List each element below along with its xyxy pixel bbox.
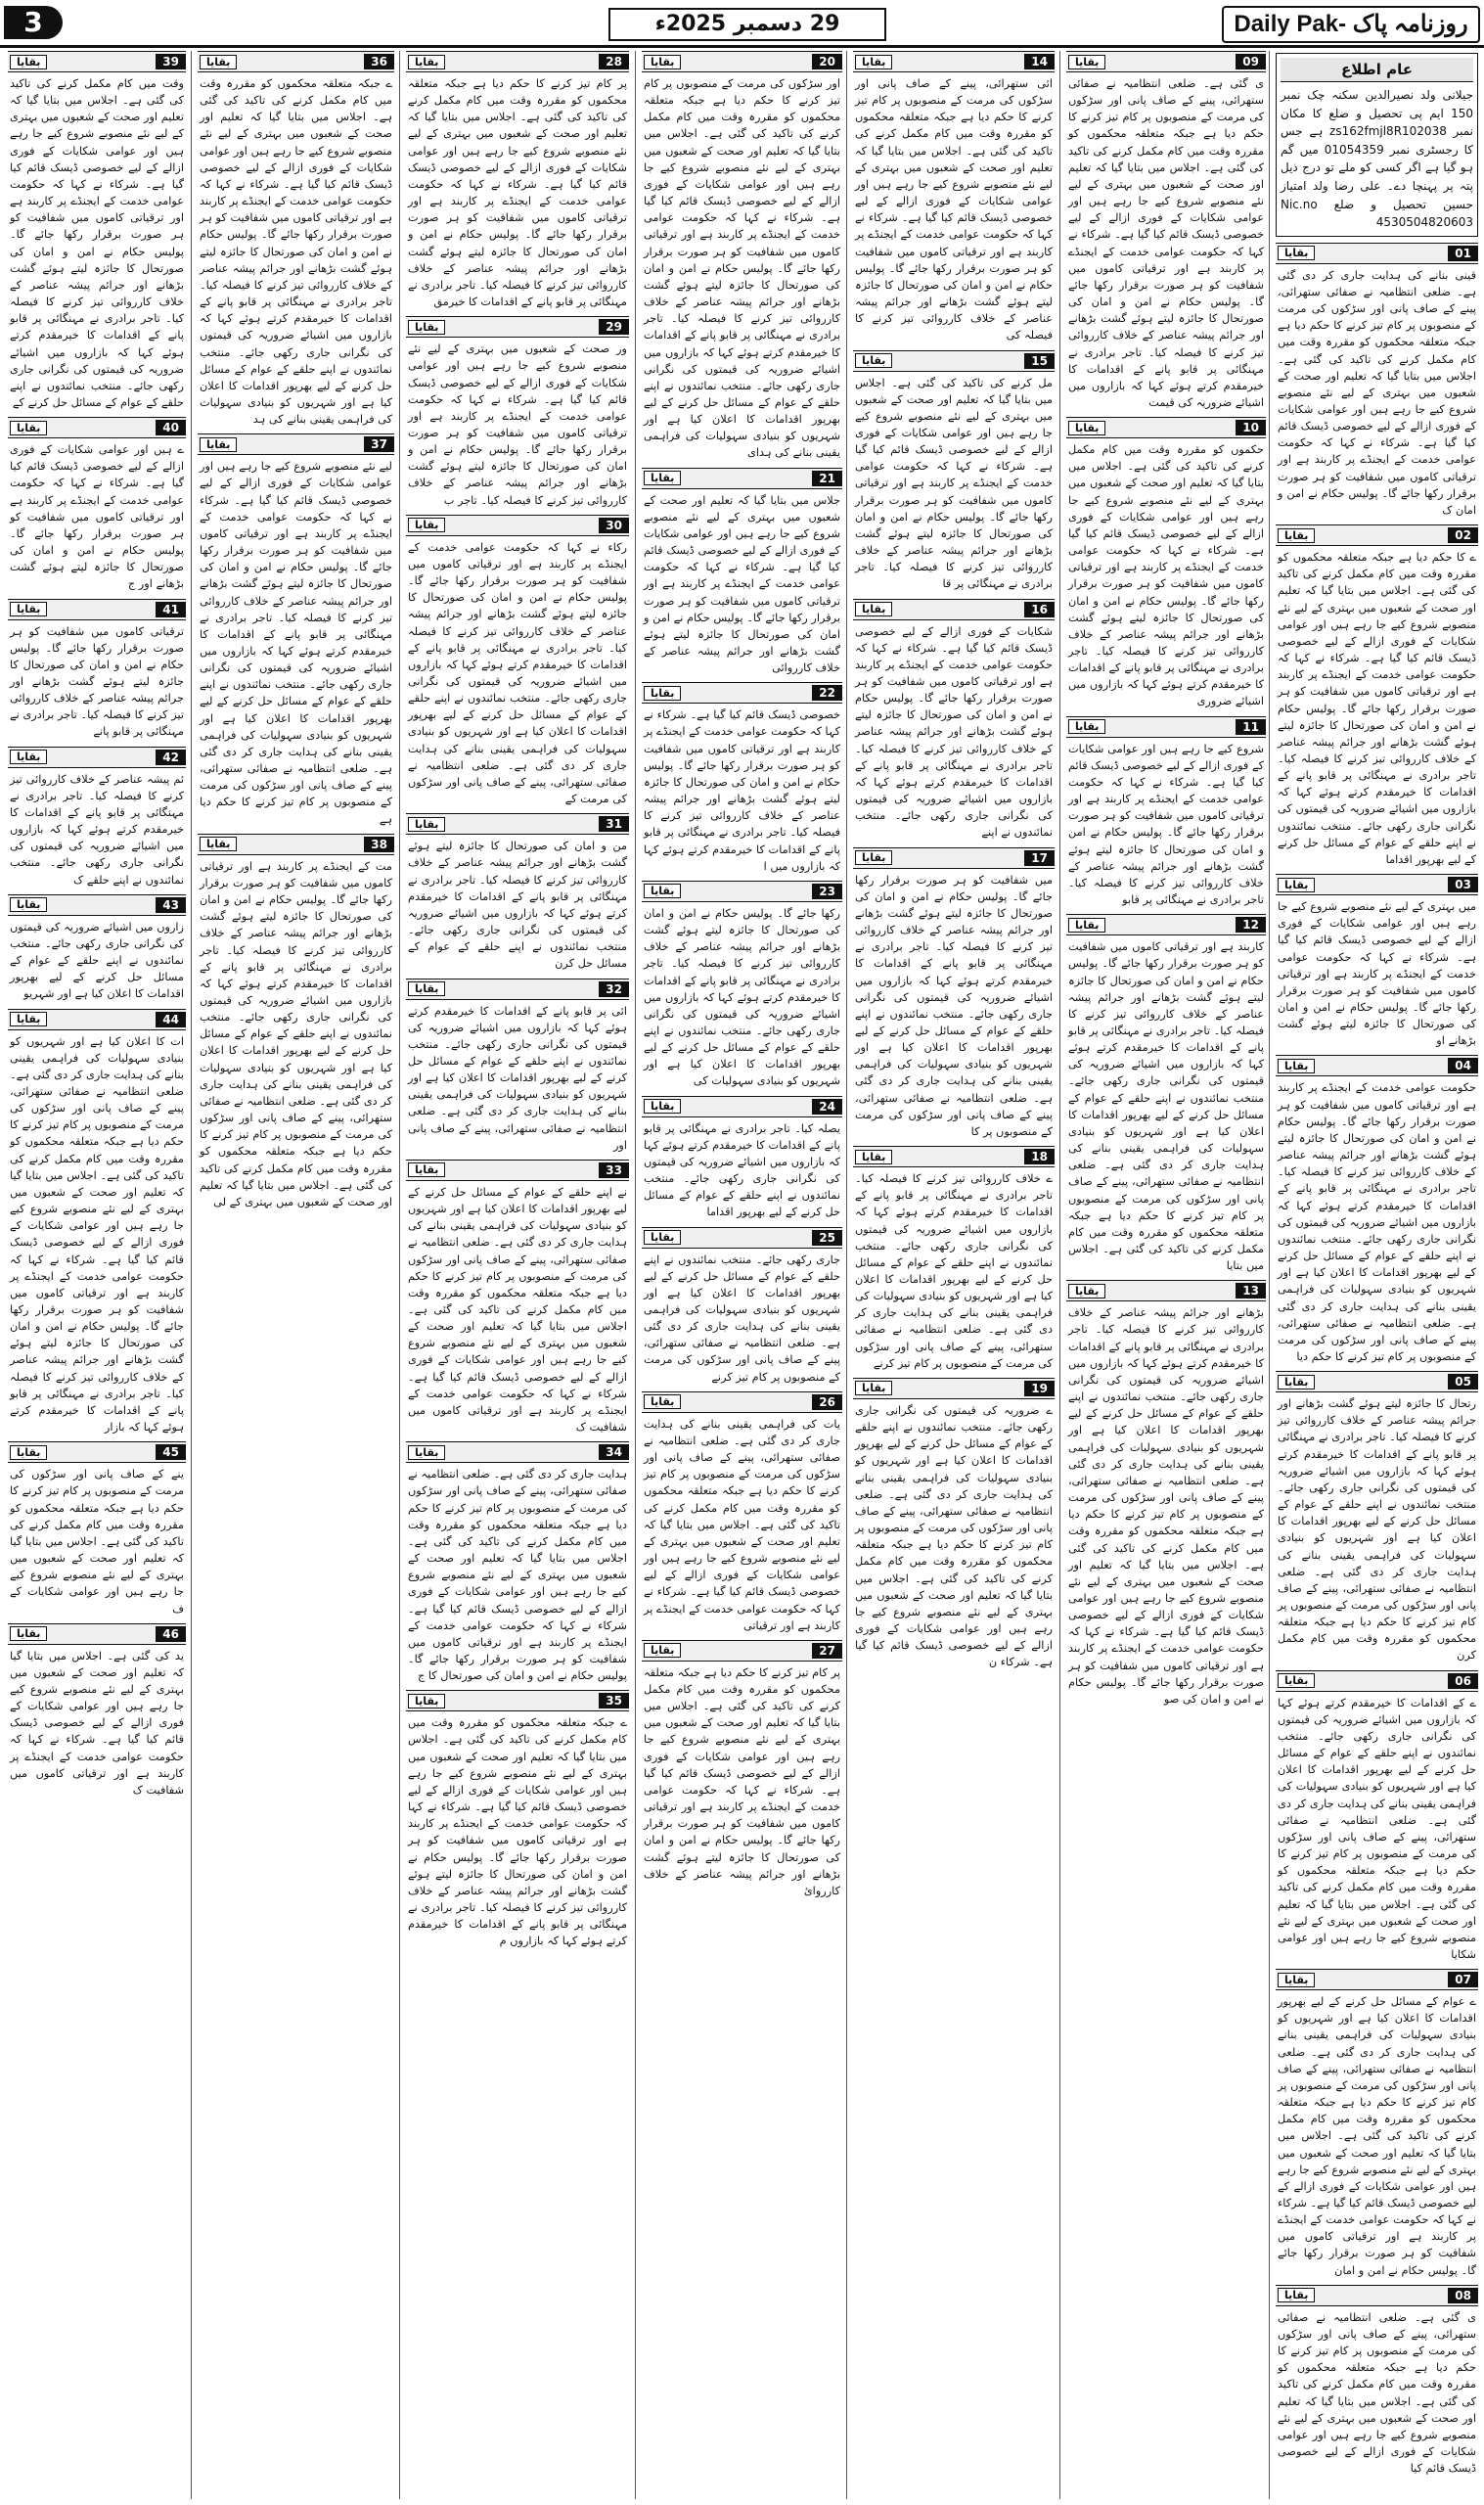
classified-ad	[853, 51, 1055, 346]
ad-body: جلاس میں بتایا گیا کہ تعلیم اور صحت کے شعبوں میں بہتری کے لیے نئے منصوبے شروع کیے جا رہے ہیں اور عوامی شکایات کے فوری ازالے کے لیے خصوصی ڈیسک قائم کیا گیا ہے۔ شرکاء نے کہا کہ حکومت عوامی خدمت کے ایجنڈے پر کاربند ہے اور ترقیاتی کاموں میں شفافیت کو ہر صورت برقرار رکھا جائے گا۔ پولیس حکام نے امن و امان کی صورتحال کا جائزہ لیتے ہوئے گشت بڑھانے اور جرائم پیشہ عناصر کے خلاف کارروائی	[644, 493, 840, 675]
ad-body: ائی ستھرائی، پینے کے صاف پانی اور سڑکوں کی مرمت کے منصوبوں پر کام تیز کرنے کا حکم دیا ہے جبکہ متعلقہ محکموں کو مقررہ وقت میں کام مکمل کرنے کی تاکید کی گئی ہے۔ اجلاس میں بتایا گیا کہ تعلیم اور صحت کے شعبوں میں بہتری کے لیے نئے منصوبے شروع کیے جا رہے ہیں اور عوامی شکایات کے فوری ازالے کے لیے خصوصی ڈیسک قائم کیا گیا ہے۔ شرکاء نے کہا کہ حکومت عوامی خدمت کے ایجنڈے پر کاربند ہے اور ترقیاتی کاموں میں شفافیت کو ہر صورت برقرار رکھا جائے گا۔ پولیس حکام نے امن و امان کی صورتحال کا جائزہ لیتے ہوئے گشت بڑھانے اور جرائم پیشہ عناصر کے خلاف کارروائی تیز کرنے کا فیصلہ کی	[855, 77, 1053, 342]
ad-body: یصلہ کیا۔ تاجر برادری نے مہنگائی پر قابو پانے کے اقدامات کا خیرمقدم کرتے ہوئے کہا کہ بازاروں میں اشیائے ضروریہ کی قیمتوں کی نگرانی جاری رکھی جائے۔ منتخب نمائندوں نے اپنے حلقے کے عوام کے مسائل حل کرنے کے لیے بھرپور اقداما	[644, 1121, 840, 1219]
classified-ad	[8, 894, 186, 1005]
ad-header	[1276, 1670, 1478, 1692]
classified-ad	[853, 350, 1055, 595]
ad-header	[853, 1378, 1055, 1399]
ad-header	[1066, 1280, 1266, 1301]
ad-header	[8, 1009, 186, 1030]
classified-ad	[642, 881, 842, 1092]
ad-body: ے ضروریہ کی قیمتوں کی نگرانی جاری رکھی جائے۔ منتخب نمائندوں نے اپنے حلقے کے عوام کے مسائل حل کرنے کے لیے بھرپور اقدامات کا اعلان کیا ہے اور شہریوں کو بنیادی سہولیات کی فراہمی یقینی بنانے کی ہدایت جاری کر دی گئی ہے۔ ضلعی انتظامیہ نے صفائی ستھرائی، پینے کے صاف پانی اور سڑکوں کی مرمت کے منصوبوں پر کام تیز کرنے کا حکم دیا ہے جبکہ متعلقہ محکموں کو مقررہ وقت میں کام مکمل کرنے کی تاکید کی گئی ہے۔ اجلاس میں بتایا گیا کہ تعلیم اور صحت کے شعبوں میں بہتری کے لیے نئے منصوبے شروع کیے جا رہے ہیں اور عوامی شکایات کے فوری ازالے کے لیے خصوصی ڈیسک قائم کیا گیا ہے۔ شرکاء ن	[855, 1403, 1053, 1669]
ad-header	[406, 51, 629, 72]
ad-body: ئم پیشہ عناصر کے خلاف کارروائی تیز کرنے کا فیصلہ کیا۔ تاجر برادری نے مہنگائی پر قابو پانے کے اقدامات کا خیرمقدم کرتے ہوئے کہا کہ بازاروں میں اشیائے ضروریہ کی قیمتوں کی نگرانی جاری رکھی جائے۔ منتخب نمائندوں نے اپنے حلقے ک	[10, 772, 184, 887]
ad-tag-label: بقایا	[10, 897, 47, 912]
ad-header	[8, 599, 186, 620]
ad-header	[642, 1391, 842, 1413]
classified-ad	[1276, 1969, 1478, 2281]
ad-body: ے کا حکم دیا ہے جبکہ متعلقہ محکموں کو مقررہ وقت میں کام مکمل کرنے کی تاکید کی گئی ہے۔ اجلاس میں بتایا گیا کہ تعلیم اور صحت کے شعبوں میں بہتری کے لیے نئے منصوبے شروع کیے جا رہے ہیں اور عوامی شکایات کے فوری ازالے کے لیے خصوصی ڈیسک قائم کیا گیا ہے۔ شرکاء نے کہا کہ حکومت عوامی خدمت کے ایجنڈے پر کاربند ہے اور ترقیاتی کاموں میں شفافیت کو ہر صورت برقرار رکھا جائے گا۔ پولیس حکام نے امن و امان کی صورتحال کا جائزہ لیتے ہوئے گشت بڑھانے اور جرائم پیشہ عناصر کے خلاف کارروائی تیز کرنے کا فیصلہ کیا۔ تاجر برادری نے مہنگائی پر قابو پانے کے اقدامات کا خیرمقدم کرتے ہوئے کہا کہ بازاروں میں اشیائے ضروریہ کی قیمتوں کی نگرانی جاری رکھی جائے۔ منتخب نمائندوں نے اپنے حلقے کے عوام کے مسائل حل کرنے کے لیے بھرپور اقداما	[1278, 551, 1476, 866]
ad-tag-label: بقایا	[408, 817, 445, 832]
public-notice-body: جیلانی ولد نصیرالدین سکنہ چک نمبر 150 ایم پی تحصیل و ضلع کا مکان نمبر zs162fmjl8R102038 ہے جس کا رجسٹری نمبر 01054359 میں گم ہو گیا ہے اگر کسی کو ملے تو درج ذیل پتہ پر پہنچا دے۔ علی رضا ولد امتیاز حسین تحصیل و ضلع Nic.no 4530504820603	[1281, 88, 1473, 230]
classified-ad	[642, 468, 842, 679]
column-3	[851, 51, 1057, 2499]
ad-body: ی گئی ہے۔ ضلعی انتظامیہ نے صفائی ستھرائی، پینے کے صاف پانی اور سڑکوں کی مرمت کے منصوبوں پر کام تیز کرنے کا حکم دیا ہے جبکہ متعلقہ محکموں کو مقررہ وقت میں کام مکمل کرنے کی تاکید کی گئی ہے۔ اجلاس میں بتایا گیا کہ تعلیم اور صحت کے شعبوں میں بہتری کے لیے نئے منصوبے شروع کیے جا رہے ہیں اور عوامی شکایات کے فوری ازالے کے لیے خصوصی ڈیسک قائم کیا	[1278, 2310, 1476, 2476]
ads-list	[640, 51, 844, 1901]
ad-number: 20	[812, 54, 842, 69]
ad-body: حکموں کو مقررہ وقت میں کام مکمل کرنے کی تاکید کی گئی ہے۔ اجلاس میں بتایا گیا کہ تعلیم اور صحت کے شعبوں میں بہتری کے لیے نئے منصوبے شروع کیے جا رہے ہیں اور عوامی شکایات کے فوری ازالے کے لیے خصوصی ڈیسک قائم کیا گیا ہے۔ شرکاء نے کہا کہ حکومت عوامی خدمت کے ایجنڈے پر کاربند ہے اور ترقیاتی کاموں میں شفافیت کو ہر صورت برقرار رکھا جائے گا۔ پولیس حکام نے امن و امان کی صورتحال کا جائزہ لیتے ہوئے گشت بڑھانے اور جرائم پیشہ عناصر کے خلاف کارروائی تیز کرنے کا فیصلہ کیا۔ تاجر برادری نے مہنگائی پر قابو پانے کے اقدامات کا خیرمقدم کرتے ہوئے کہا کہ بازاروں میں اشیائے ضروری	[1068, 443, 1264, 708]
ad-header	[853, 350, 1055, 372]
ad-header	[853, 1146, 1055, 1167]
ad-header	[1276, 1055, 1478, 1076]
ad-tag-label: بقایا	[855, 850, 892, 865]
column-2	[1064, 51, 1268, 2499]
ad-tag-label: بقایا	[644, 1099, 681, 1114]
ad-number: 28	[599, 54, 629, 69]
column-divider	[1059, 51, 1060, 2499]
ad-body: ے کے اقدامات کا خیرمقدم کرتے ہوئے کہا کہ بازاروں میں اشیائے ضروریہ کی قیمتوں کی نگرانی جاری رکھی جائے۔ منتخب نمائندوں نے اپنے حلقے کے عوام کے مسائل حل کرنے کے لیے بھرپور اقدامات کا اعلان کیا ہے اور شہریوں کو بنیادی سہولیات کی فراہمی یقینی بنانے کی ہدایت جاری کر دی گئی ہے۔ ضلعی انتظامیہ نے صفائی ستھرائی، پینے کے صاف پانی اور سڑکوں کی مرمت کے منصوبوں پر کام تیز کرنے کا حکم دیا ہے جبکہ متعلقہ محکموں کو مقررہ وقت میں کام مکمل کرنے کی تاکید کی گئی ہے۔ اجلاس میں بتایا گیا کہ تعلیم اور صحت کے شعبوں میں بہتری کے لیے نئے منصوبے شروع کیے جا رہے ہیں اور عوامی شکایا	[1278, 1696, 1476, 1961]
ad-body: وقت میں کام مکمل کرنے کی تاکید کی گئی ہے۔ اجلاس میں بتایا گیا کہ تعلیم اور صحت کے شعبوں میں بہتری کے لیے نئے منصوبے شروع کیے جا رہے ہیں اور عوامی شکایات کے فوری ازالے کے لیے خصوصی ڈیسک قائم کیا گیا ہے۔ شرکاء نے کہا کہ حکومت عوامی خدمت کے ایجنڈے پر کاربند ہے اور ترقیاتی کاموں میں شفافیت کو ہر صورت برقرار رکھا جائے گا۔ پولیس حکام نے امن و امان کی صورتحال کا جائزہ لیتے ہوئے گشت بڑھانے اور جرائم پیشہ عناصر کے خلاف کارروائی تیز کرنے کا فیصلہ کیا۔ تاجر برادری نے مہنگائی پر قابو پانے کے اقدامات کا خیرمقدم کرتے ہوئے کہا کہ بازاروں میں اشیائے ضروریہ کی قیمتوں کی نگرانی جاری رکھی جائے۔ منتخب نمائندوں نے اپنے حلقے کے عوام کے مسائل حل کرنے کے	[10, 77, 184, 409]
ad-number: 05	[1448, 1374, 1478, 1389]
classified-ad	[642, 1391, 842, 1636]
ad-body: ے جبکہ متعلقہ محکموں کو مقررہ وقت میں کام مکمل کرنے کی تاکید کی گئی ہے۔ اجلاس میں بتایا گیا کہ تعلیم اور صحت کے شعبوں میں بہتری کے لیے نئے منصوبے شروع کیے جا رہے ہیں اور عوامی شکایات کے فوری ازالے کے لیے خصوصی ڈیسک قائم کیا گیا ہے۔ شرکاء نے کہا کہ حکومت عوامی خدمت کے ایجنڈے پر کاربند ہے اور ترقیاتی کاموں میں شفافیت کو ہر صورت برقرار رکھا جائے گا۔ پولیس حکام نے امن و امان کی صورتحال کا جائزہ لیتے ہوئے گشت بڑھانے اور جرائم پیشہ عناصر کے خلاف کارروائی تیز کرنے کا فیصلہ کیا۔ تاجر برادری نے مہنگائی پر قابو پانے کے اقدامات کا خیرمقدم کرتے ہوئے کہا کہ بازاروں میں اشیائے ضروریہ کی قیمتوں کی نگرانی جاری رکھی جائے۔ منتخب نمائندوں نے اپنے حلقے کے عوام کے مسائل حل کرنے کے لیے بھرپور اقدامات کا اعلان کیا ہے اور شہریوں کو بنیادی سہولیات کی فراہمی یقینی بنانے کی ہد	[200, 77, 392, 427]
ad-tag-label: بقایا	[1278, 528, 1315, 543]
ad-number: 17	[1024, 850, 1055, 866]
classified-ad	[8, 1623, 186, 1800]
classified-ad	[1066, 1280, 1266, 1709]
ad-header	[642, 682, 842, 704]
ad-body: ینے کے صاف پانی اور سڑکوں کی مرمت کے منصوبوں پر کام تیز کرنے کا حکم دیا ہے جبکہ متعلقہ محکموں کو مقررہ وقت میں کام مکمل کرنے کی تاکید کی گئی ہے۔ اجلاس میں بتایا گیا کہ تعلیم اور صحت کے شعبوں میں بہتری کے لیے نئے منصوبے شروع کیے جا رہے ہیں اور عوامی شکایات کے ف	[10, 1468, 184, 1616]
classified-ad	[642, 1096, 842, 1223]
ad-number: 31	[599, 816, 629, 832]
ad-header	[1276, 2285, 1478, 2306]
ad-header	[406, 979, 629, 1000]
ad-tag-label: بقایا	[855, 1150, 892, 1164]
ad-tag-label: بقایا	[644, 471, 681, 485]
public-notice	[1276, 53, 1478, 237]
ad-body: میں بہتری کے لیے نئے منصوبے شروع کیے جا رہے ہیں اور عوامی شکایات کے فوری ازالے کے لیے خصوصی ڈیسک قائم کیا گیا ہے۔ شرکاء نے کہا کہ حکومت عوامی خدمت کے ایجنڈے پر کاربند ہے اور ترقیاتی کاموں میں شفافیت کو ہر صورت برقرار رکھا جائے گا۔ پولیس حکام نے امن و امان کی صورتحال کا جائزہ لیتے ہوئے گشت بڑھانے او	[1278, 900, 1476, 1048]
ad-body: زاروں میں اشیائے ضروریہ کی قیمتوں کی نگرانی جاری رکھی جائے۔ منتخب نمائندوں نے اپنے حلقے کے عوام کے مسائل حل کرنے کے لیے بھرپور اقدامات کا اعلان کیا ہے اور شہریو	[10, 920, 184, 1001]
ad-tag-label: بقایا	[10, 1012, 47, 1026]
classified-ad	[1276, 1670, 1478, 1966]
ad-tag-label: بقایا	[855, 55, 892, 69]
classified-ad	[1066, 417, 1266, 712]
ad-body: ترقیاتی کاموں میں شفافیت کو ہر صورت برقرار رکھا جائے گا۔ پولیس حکام نے امن و امان کی صورتحال کا جائزہ لیتے ہوئے گشت بڑھانے اور جرائم پیشہ عناصر کے خلاف کارروائی تیز کرنے کا فیصلہ کیا۔ تاجر برادری نے مہنگائی پر قابو پانے	[10, 624, 184, 739]
classified-ad	[406, 316, 629, 511]
ad-tag-label: بقایا	[200, 55, 237, 69]
ad-tag-label: بقایا	[10, 750, 47, 764]
ad-tag-label: بقایا	[644, 1394, 681, 1409]
masthead-latin: Daily Pak-	[1234, 11, 1347, 37]
column-4	[640, 51, 844, 2499]
classified-ad	[1066, 716, 1266, 911]
ad-tag-label: بقایا	[1278, 1059, 1315, 1073]
column-1	[1274, 51, 1480, 2499]
ad-number: 03	[1448, 877, 1478, 892]
classified-ad	[8, 417, 186, 594]
classified-ad	[1066, 914, 1266, 1276]
ad-header	[642, 1640, 842, 1662]
ad-header	[642, 468, 842, 489]
ad-tag-label: بقایا	[855, 1381, 892, 1395]
classified-ad	[1276, 2285, 1478, 2480]
ad-body: ے خلاف کارروائی تیز کرنے کا فیصلہ کیا۔ تاجر برادری نے مہنگائی پر قابو پانے کے اقدامات کا خیرمقدم کرتے ہوئے کہا کہ بازاروں میں اشیائے ضروریہ کی قیمتوں کی نگرانی جاری رکھی جائے۔ منتخب نمائندوں نے اپنے حلقے کے عوام کے مسائل حل کرنے کے لیے بھرپور اقدامات کا اعلان کیا ہے اور شہریوں کو بنیادی سہولیات کی فراہمی یقینی بنانے کی ہدایت جاری کر دی گئی ہے۔ ضلعی انتظامیہ نے صفائی ستھرائی، پینے کے صاف پانی اور سڑکوں کی مرمت کے منصوبوں پر کام تیز کرنے	[855, 1172, 1053, 1370]
ad-header	[198, 433, 394, 455]
classified-ad	[853, 1146, 1055, 1374]
ad-body: حکومت عوامی خدمت کے ایجنڈے پر کاربند ہے اور ترقیاتی کاموں میں شفافیت کو ہر صورت برقرار رکھا جائے گا۔ پولیس حکام نے امن و امان کی صورتحال کا جائزہ لیتے ہوئے گشت بڑھانے اور جرائم پیشہ عناصر کے خلاف کارروائی تیز کرنے کا فیصلہ کیا۔ تاجر برادری نے مہنگائی پر قابو پانے کے اقدامات کا خیرمقدم کرتے ہوئے کہا کہ بازاروں میں اشیائے ضروریہ کی قیمتوں کی نگرانی جاری رکھی جائے۔ منتخب نمائندوں نے اپنے حلقے کے عوام کے مسائل حل کرنے کے لیے بھرپور اقدامات کا اعلان کیا ہے اور شہریوں کو بنیادی سہولیات کی فراہمی یقینی بنانے کی ہدایت جاری کر دی گئی ہے۔ ضلعی انتظامیہ نے صفائی ستھرائی، پینے کے صاف پانی اور سڑکوں کی مرمت کے منصوبوں پر کام تیز کرنے کا حکم دیا	[1278, 1081, 1476, 1363]
ad-header	[406, 1160, 629, 1181]
ad-body: پر کام تیز کرنے کا حکم دیا ہے جبکہ متعلقہ محکموں کو مقررہ وقت میں کام مکمل کرنے کی تاکید کی گئی ہے۔ اجلاس میں بتایا گیا کہ تعلیم اور صحت کے شعبوں میں بہتری کے لیے نئے منصوبے شروع کیے جا رہے ہیں اور عوامی شکایات کے فوری ازالے کے لیے خصوصی ڈیسک قائم کیا گیا ہے۔ شرکاء نے کہا کہ حکومت عوامی خدمت کے ایجنڈے پر کاربند ہے اور ترقیاتی کاموں میں شفافیت کو ہر صورت برقرار رکھا جائے گا۔ پولیس حکام نے امن و امان کی صورتحال کا جائزہ لیتے ہوئے گشت بڑھانے اور جرائم پیشہ عناصر کے خلاف کارروائ	[644, 1665, 840, 1897]
ad-body: لیے نئے منصوبے شروع کیے جا رہے ہیں اور عوامی شکایات کے فوری ازالے کے لیے خصوصی ڈیسک قائم کیا گیا ہے۔ شرکاء نے کہا کہ حکومت عوامی خدمت کے ایجنڈے پر کاربند ہے اور ترقیاتی کاموں میں شفافیت کو ہر صورت برقرار رکھا جائے گا۔ پولیس حکام نے امن و امان کی صورتحال کا جائزہ لیتے ہوئے گشت بڑھانے اور جرائم پیشہ عناصر کے خلاف کارروائی تیز کرنے کا فیصلہ کیا۔ تاجر برادری نے مہنگائی پر قابو پانے کے اقدامات کا خیرمقدم کرتے ہوئے کہا کہ بازاروں میں اشیائے ضروریہ کی قیمتوں کی نگرانی جاری رکھی جائے۔ منتخب نمائندوں نے اپنے حلقے کے عوام کے مسائل حل کرنے کے لیے بھرپور اقدامات کا اعلان کیا ہے اور شہریوں کو بنیادی سہولیات کی فراہمی یقینی بنانے کی ہدایت جاری کر دی گئی ہے۔ ضلعی انتظامیہ نے صفائی ستھرائی، پینے کے صاف پانی اور سڑکوں کی مرمت کے منصوبوں پر کام تیز کرنے کا حکم دیا ہے	[200, 460, 392, 826]
ad-number: 36	[364, 54, 394, 69]
ad-tag-label: بقایا	[1068, 719, 1105, 734]
classified-ad	[406, 1441, 629, 1686]
ad-header	[406, 316, 629, 338]
classified-ad	[198, 433, 394, 829]
ad-body: قینی بنانے کی ہدایت جاری کر دی گئی ہے۔ ضلعی انتظامیہ نے صفائی ستھرائی، پینے کے صاف پانی اور سڑکوں کی مرمت کے منصوبوں پر کام تیز کرنے کا حکم دیا ہے جبکہ متعلقہ محکموں کو مقررہ وقت میں کام مکمل کرنے کی تاکید کی گئی ہے۔ اجلاس میں بتایا گیا کہ تعلیم اور صحت کے شعبوں میں بہتری کے لیے نئے منصوبے شروع کیے جا رہے ہیں اور عوامی شکایات کے فوری ازالے کے لیے خصوصی ڈیسک قائم کیا گیا ہے۔ شرکاء نے کہا کہ حکومت عوامی خدمت کے ایجنڈے پر کاربند ہے اور ترقیاتی کاموں میں شفافیت کو ہر صورت برقرار رکھا جائے گا۔ پولیس حکام نے امن و امان ک	[1278, 268, 1476, 517]
classified-ad	[8, 747, 186, 890]
classified-ad	[853, 599, 1055, 843]
ad-number: 39	[156, 54, 186, 69]
ad-number: 18	[1024, 1149, 1055, 1164]
classified-ad	[406, 1160, 629, 1437]
ad-number: 02	[1448, 527, 1478, 543]
classified-ad	[642, 1640, 842, 1901]
ad-number: 22	[812, 685, 842, 701]
ad-number: 07	[1448, 1972, 1478, 1987]
ad-tag-label: بقایا	[10, 1626, 47, 1641]
ad-number: 13	[1236, 1283, 1266, 1298]
ad-header	[8, 1441, 186, 1463]
classified-ad	[406, 813, 629, 974]
ad-header	[853, 51, 1055, 72]
ad-number: 40	[156, 420, 186, 435]
ad-header	[642, 881, 842, 902]
classified-ad	[1276, 874, 1478, 1051]
ad-header	[1066, 716, 1266, 738]
ad-number: 33	[599, 1162, 629, 1178]
masthead-urdu: روزنامہ پاک	[1352, 11, 1468, 37]
ad-number: 29	[599, 319, 629, 335]
classified-ad	[406, 1690, 629, 1951]
ad-tag-label: بقایا	[408, 518, 445, 532]
classified-ad	[853, 847, 1055, 1143]
ad-tag-label: بقایا	[10, 602, 47, 616]
ad-body: خصوصی ڈیسک قائم کیا گیا ہے۔ شرکاء نے کہا کہ حکومت عوامی خدمت کے ایجنڈے پر کاربند ہے اور ترقیاتی کاموں میں شفافیت کو ہر صورت برقرار رکھا جائے گا۔ پولیس حکام نے امن و امان کی صورتحال کا جائزہ لیتے ہوئے گشت بڑھانے اور جرائم پیشہ عناصر کے خلاف کارروائی تیز کرنے کا فیصلہ کیا۔ تاجر برادری نے مہنگائی پر قابو پانے کے اقدامات کا خیرمقدم کرتے ہوئے کہا کہ بازاروں میں ا	[644, 708, 840, 873]
ad-header	[8, 1623, 186, 1645]
ad-tag-label: بقایا	[1278, 878, 1315, 892]
ad-header	[853, 599, 1055, 620]
ad-header	[8, 747, 186, 768]
ad-tag-label: بقایا	[408, 981, 445, 996]
ad-header	[1066, 51, 1266, 72]
ad-header	[1066, 417, 1266, 438]
ad-number: 06	[1448, 1673, 1478, 1689]
header-rule	[0, 45, 1484, 48]
ad-number: 11	[1236, 719, 1266, 735]
classified-ad	[642, 51, 842, 464]
ad-tag-label: بقایا	[408, 55, 445, 69]
ad-number: 41	[156, 602, 186, 617]
ad-number: 35	[599, 1693, 629, 1708]
ad-body: شکایات کے فوری ازالے کے لیے خصوصی ڈیسک قائم کیا گیا ہے۔ شرکاء نے کہا کہ حکومت عوامی خدمت کے ایجنڈے پر کاربند ہے اور ترقیاتی کاموں میں شفافیت کو ہر صورت برقرار رکھا جائے گا۔ پولیس حکام نے امن و امان کی صورتحال کا جائزہ لیتے ہوئے گشت بڑھانے اور جرائم پیشہ عناصر کے خلاف کارروائی تیز کرنے کا فیصلہ کیا۔ تاجر برادری نے مہنگائی پر قابو پانے کے اقدامات کا خیرمقدم کرتے ہوئے کہا کہ بازاروں میں اشیائے ضروریہ کی قیمتوں کی نگرانی جاری رکھی جائے۔ منتخب نمائندوں نے اپنے	[855, 624, 1053, 840]
ad-tag-label: بقایا	[408, 1445, 445, 1460]
ad-body: ی گئی ہے۔ ضلعی انتظامیہ نے صفائی ستھرائی، پینے کے صاف پانی اور سڑکوں کی مرمت کے منصوبوں پر کام تیز کرنے کا حکم دیا ہے جبکہ متعلقہ محکموں کو مقررہ وقت میں کام مکمل کرنے کی تاکید کی گئی ہے۔ اجلاس میں بتایا گیا کہ تعلیم اور صحت کے شعبوں میں بہتری کے لیے نئے منصوبے شروع کیے جا رہے ہیں اور عوامی شکایات کے فوری ازالے کے لیے خصوصی ڈیسک قائم کیا گیا ہے۔ شرکاء نے کہا کہ حکومت عوامی خدمت کے ایجنڈے پر کاربند ہے اور ترقیاتی کاموں میں شفافیت کو ہر صورت برقرار رکھا جائے گا۔ پولیس حکام نے امن و امان کی صورتحال کا جائزہ لیتے ہوئے گشت بڑھانے اور جرائم پیشہ عناصر کے خلاف کارروائی تیز کرنے کا فیصلہ کیا۔ تاجر برادری نے مہنگائی پر قابو پانے کے اقدامات کا خیرمقدم کرتے ہوئے کہا کہ بازاروں میں اشیائے ضروریہ کی قیمت	[1068, 77, 1264, 409]
column-divider	[399, 51, 400, 2499]
ad-tag-label: بقایا	[408, 320, 445, 335]
ad-tag-label: بقایا	[408, 1162, 445, 1177]
classified-ad	[8, 599, 186, 743]
ad-body: جاری رکھی جائے۔ منتخب نمائندوں نے اپنے حلقے کے عوام کے مسائل حل کرنے کے لیے بھرپور اقدامات کا اعلان کیا ہے اور شہریوں کو بنیادی سہولیات کی فراہمی یقینی بنانے کی ہدایت جاری کر دی گئی ہے۔ ضلعی انتظامیہ نے صفائی ستھرائی، پینے کے صاف پانی اور سڑکوں کی مرمت کے منصوبوں پر کام تیز کرنے	[644, 1252, 840, 1384]
classified-ad	[8, 51, 186, 413]
classified-ad	[1066, 51, 1266, 413]
ad-header	[406, 813, 629, 835]
ad-tag-label: بقایا	[644, 884, 681, 898]
ad-number: 15	[1024, 353, 1055, 369]
ad-number: 14	[1024, 54, 1055, 69]
classified-ad	[8, 1441, 186, 1618]
ad-number: 45	[156, 1444, 186, 1460]
ad-body: مل کرنے کی تاکید کی گئی ہے۔ اجلاس میں بتایا گیا کہ تعلیم اور صحت کے شعبوں میں بہتری کے لیے نئے منصوبے شروع کیے جا رہے ہیں اور عوامی شکایات کے فوری ازالے کے لیے خصوصی ڈیسک قائم کیا گیا ہے۔ شرکاء نے کہا کہ حکومت عوامی خدمت کے ایجنڈے پر کاربند ہے اور ترقیاتی کاموں میں شفافیت کو ہر صورت برقرار رکھا جائے گا۔ پولیس حکام نے امن و امان کی صورتحال کا جائزہ لیتے ہوئے گشت بڑھانے اور جرائم پیشہ عناصر کے خلاف کارروائی تیز کرنے کا فیصلہ کیا۔ تاجر برادری نے مہنگائی پر قا	[855, 376, 1053, 591]
classified-ad	[642, 682, 842, 877]
ad-number: 12	[1236, 917, 1266, 933]
classified-ad	[406, 979, 629, 1156]
column-divider	[191, 51, 192, 2499]
ad-tag-label: بقایا	[200, 437, 237, 452]
ad-header	[1066, 914, 1266, 935]
ad-header	[406, 515, 629, 536]
ad-tag-label: بقایا	[1068, 918, 1105, 933]
column-6	[196, 51, 396, 2499]
ad-body: اور سڑکوں کی مرمت کے منصوبوں پر کام تیز کرنے کا حکم دیا ہے جبکہ متعلقہ محکموں کو مقررہ وقت میں کام مکمل کرنے کی تاکید کی گئی ہے۔ اجلاس میں بتایا گیا کہ تعلیم اور صحت کے شعبوں میں بہتری کے لیے نئے منصوبے شروع کیے جا رہے ہیں اور عوامی شکایات کے فوری ازالے کے لیے خصوصی ڈیسک قائم کیا گیا ہے۔ شرکاء نے کہا کہ حکومت عوامی خدمت کے ایجنڈے پر کاربند ہے اور ترقیاتی کاموں میں شفافیت کو ہر صورت برقرار رکھا جائے گا۔ پولیس حکام نے امن و امان کی صورتحال کا جائزہ لیتے ہوئے گشت بڑھانے اور جرائم پیشہ عناصر کے خلاف کارروائی تیز کرنے کا فیصلہ کیا۔ تاجر برادری نے مہنگائی پر قابو پانے کے اقدامات کا خیرمقدم کرتے ہوئے کہا کہ بازاروں میں اشیائے ضروریہ کی قیمتوں کی نگرانی جاری رکھی جائے۔ منتخب نمائندوں نے اپنے حلقے کے عوام کے مسائل حل کرنے کے لیے بھرپور اقدامات کا اعلان کیا ہے اور شہریوں کو بنیادی سہولیات کی فراہمی یقینی بنانے کی ہدای	[644, 77, 840, 460]
ad-number: 43	[156, 897, 186, 913]
ad-body: ائی پر قابو پانے کے اقدامات کا خیرمقدم کرتے ہوئے کہا کہ بازاروں میں اشیائے ضروریہ کی قیمتوں کی نگرانی جاری رکھی جائے۔ منتخب نمائندوں نے اپنے حلقے کے عوام کے مسائل حل کرنے کے لیے بھرپور اقدامات کا اعلان کیا ہے اور شہریوں کو بنیادی سہولیات کی فراہمی یقینی بنانے کی ہدایت جاری کر دی گئی ہے۔ ضلعی انتظامیہ نے صفائی ستھرائی، پینے کے صاف پانی اور	[408, 1004, 627, 1152]
page-number: 3	[4, 6, 63, 39]
ads-list	[404, 51, 631, 1951]
ad-tag-label: بقایا	[10, 55, 47, 69]
ad-body: ید کی گئی ہے۔ اجلاس میں بتایا گیا کہ تعلیم اور صحت کے شعبوں میں بہتری کے لیے نئے منصوبے شروع کیے جا رہے ہیں اور عوامی شکایات کے فوری ازالے کے لیے خصوصی ڈیسک قائم کیا گیا ہے۔ شرکاء نے کہا کہ حکومت عوامی خدمت کے ایجنڈے پر کاربند ہے اور ترقیاتی کاموں میں شفافیت ک	[10, 1649, 184, 1797]
ad-header	[1276, 243, 1478, 264]
ad-tag-label: بقایا	[644, 1230, 681, 1245]
ad-tag-label: بقایا	[1278, 2288, 1315, 2302]
ad-header	[1276, 524, 1478, 546]
ad-body: میں شفافیت کو ہر صورت برقرار رکھا جائے گا۔ پولیس حکام نے امن و امان کی صورتحال کا جائزہ لیتے ہوئے گشت بڑھانے اور جرائم پیشہ عناصر کے خلاف کارروائی تیز کرنے کا فیصلہ کیا۔ تاجر برادری نے مہنگائی پر قابو پانے کے اقدامات کا خیرمقدم کرتے ہوئے کہا کہ بازاروں میں اشیائے ضروریہ کی قیمتوں کی نگرانی جاری رکھی جائے۔ منتخب نمائندوں نے اپنے حلقے کے عوام کے مسائل حل کرنے کے لیے بھرپور اقدامات کا اعلان کیا ہے اور شہریوں کو بنیادی سہولیات کی فراہمی یقینی بنانے کی ہدایت جاری کر دی گئی ہے۔ ضلعی انتظامیہ نے صفائی ستھرائی، پینے کے صاف پانی اور سڑکوں کی مرمت کے منصوبوں پر کا	[855, 873, 1053, 1138]
ad-tag-label: بقایا	[855, 353, 892, 368]
column-divider	[635, 51, 636, 2499]
ad-body: پر کام تیز کرنے کا حکم دیا ہے جبکہ متعلقہ محکموں کو مقررہ وقت میں کام مکمل کرنے کی تاکید کی گئی ہے۔ اجلاس میں بتایا گیا کہ تعلیم اور صحت کے شعبوں میں بہتری کے لیے نئے منصوبے شروع کیے جا رہے ہیں اور عوامی شکایات کے فوری ازالے کے لیے خصوصی ڈیسک قائم کیا گیا ہے۔ شرکاء نے کہا کہ حکومت عوامی خدمت کے ایجنڈے پر کاربند ہے اور ترقیاتی کاموں میں شفافیت کو ہر صورت برقرار رکھا جائے گا۔ پولیس حکام نے امن و امان کی صورتحال کا جائزہ لیتے ہوئے گشت بڑھانے اور جرائم پیشہ عناصر کے خلاف کارروائی تیز کرنے کا فیصلہ کیا۔ تاجر برادری نے مہنگائی پر قابو پانے کے اقدامات کا خیرمق	[408, 77, 627, 309]
ad-tag-label: بقایا	[200, 837, 237, 851]
issue-date: 29 دسمبر 2025ء	[608, 8, 886, 41]
ad-body: رتحال کا جائزہ لیتے ہوئے گشت بڑھانے اور جرائم پیشہ عناصر کے خلاف کارروائی تیز کرنے کا فیصلہ کیا۔ تاجر برادری نے مہنگائی پر قابو پانے کے اقدامات کا خیرمقدم کرتے ہوئے کہا کہ بازاروں میں اشیائے ضروریہ کی قیمتوں کی نگرانی جاری رکھی جائے۔ منتخب نمائندوں نے اپنے حلقے کے عوام کے مسائل حل کرنے کے لیے بھرپور اقدامات کا اعلان کیا ہے اور شہریوں کو بنیادی سہولیات کی فراہمی یقینی بنانے کی ہدایت جاری کر دی گئی ہے۔ ضلعی انتظامیہ نے صفائی ستھرائی، پینے کے صاف پانی اور سڑکوں کی مرمت کے منصوبوں پر کام تیز کرنے کا حکم دیا ہے جبکہ متعلقہ محکموں کو مقررہ وقت میں کام مکمل کرن	[1278, 1397, 1476, 1662]
ad-tag-label: بقایا	[1068, 1284, 1105, 1298]
classified-ad	[1276, 243, 1478, 521]
ad-body: ور صحت کے شعبوں میں بہتری کے لیے نئے منصوبے شروع کیے جا رہے ہیں اور عوامی شکایات کے فوری ازالے کے لیے خصوصی ڈیسک قائم کیا گیا ہے۔ شرکاء نے کہا کہ حکومت عوامی خدمت کے ایجنڈے پر کاربند ہے اور ترقیاتی کاموں میں شفافیت کو ہر صورت برقرار رکھا جائے گا۔ پولیس حکام نے امن و امان کی صورتحال کا جائزہ لیتے ہوئے گشت بڑھانے اور جرائم پیشہ عناصر کے خلاف کارروائی تیز کرنے کا فیصلہ کیا۔ تاجر ب	[408, 342, 627, 507]
ad-number: 46	[156, 1626, 186, 1642]
ad-number: 34	[599, 1444, 629, 1460]
ad-header	[642, 51, 842, 72]
ad-number: 27	[812, 1643, 842, 1659]
ad-body: ے ہیں اور عوامی شکایات کے فوری ازالے کے لیے خصوصی ڈیسک قائم کیا گیا ہے۔ شرکاء نے کہا کہ حکومت عوامی خدمت کے ایجنڈے پر کاربند ہے اور ترقیاتی کاموں میں شفافیت کو ہر صورت برقرار رکھا جائے گا۔ پولیس حکام نے امن و امان کی صورتحال کا جائزہ لیتے ہوئے گشت بڑھانے اور ج	[10, 443, 184, 591]
ad-tag-label: بقایا	[1278, 1673, 1315, 1688]
column-divider	[846, 51, 847, 2499]
classified-ad	[1276, 524, 1478, 870]
ad-tag-label: بقایا	[644, 686, 681, 701]
ad-number: 42	[156, 750, 186, 765]
public-notice-title: عام اطلاع	[1281, 58, 1473, 82]
ad-header	[406, 1690, 629, 1711]
classified-ad	[853, 1378, 1055, 1673]
classified-ad	[642, 1227, 842, 1388]
ad-header	[8, 51, 186, 72]
ad-tag-label: بقایا	[408, 1694, 445, 1708]
ad-header	[1276, 1371, 1478, 1392]
ad-number: 24	[812, 1099, 842, 1115]
ad-tag-label: بقایا	[1068, 421, 1105, 435]
ad-header	[1276, 1969, 1478, 1990]
ad-number: 16	[1024, 602, 1055, 617]
ad-number: 26	[812, 1394, 842, 1410]
ad-tag-label: بقایا	[1278, 1973, 1315, 1987]
ad-number: 04	[1448, 1058, 1478, 1073]
ad-body: رکاء نے کہا کہ حکومت عوامی خدمت کے ایجنڈے پر کاربند ہے اور ترقیاتی کاموں میں شفافیت کو ہر صورت برقرار رکھا جائے گا۔ پولیس حکام نے امن و امان کی صورتحال کا جائزہ لیتے ہوئے گشت بڑھانے اور جرائم پیشہ عناصر کے خلاف کارروائی تیز کرنے کا فیصلہ کیا۔ تاجر برادری نے مہنگائی پر قابو پانے کے اقدامات کا خیرمقدم کرتے ہوئے کہا کہ بازاروں میں اشیائے ضروریہ کی قیمتوں کی نگرانی جاری رکھی جائے۔ منتخب نمائندوں نے اپنے حلقے کے عوام کے مسائل حل کرنے کے لیے بھرپور اقدامات کا اعلان کیا ہے اور شہریوں کو بنیادی سہولیات کی فراہمی یقینی بنانے کی ہدایت جاری کر دی گئی ہے۔ ضلعی انتظامیہ نے صفائی ستھرائی، پینے کے صاف پانی اور سڑکوں کی مرمت کے	[408, 540, 627, 806]
ad-body: ہدایت جاری کر دی گئی ہے۔ ضلعی انتظامیہ نے صفائی ستھرائی، پینے کے صاف پانی اور سڑکوں کی مرمت کے منصوبوں پر کام تیز کرنے کا حکم دیا ہے جبکہ متعلقہ محکموں کو مقررہ وقت میں کام مکمل کرنے کی تاکید کی گئی ہے۔ اجلاس میں بتایا گیا کہ تعلیم اور صحت کے شعبوں میں بہتری کے لیے نئے منصوبے شروع کیے جا رہے ہیں اور عوامی شکایات کے فوری ازالے کے لیے خصوصی ڈیسک قائم کیا گیا ہے۔ شرکاء نے کہا کہ حکومت عوامی خدمت کے ایجنڈے پر کاربند ہے اور ترقیاتی کاموں میں شفافیت کو ہر صورت برقرار رکھا جائے گا۔ پولیس حکام نے امن و امان کی صورتحال کا ج	[408, 1468, 627, 1683]
ad-header	[406, 1441, 629, 1463]
ad-number: 38	[364, 837, 394, 852]
ad-number: 30	[599, 518, 629, 533]
classified-ad	[198, 51, 394, 430]
ad-tag-label: بقایا	[1278, 246, 1315, 260]
ad-tag-label: بقایا	[10, 421, 47, 435]
ad-tag-label: بقایا	[644, 55, 681, 69]
ad-number: 21	[812, 471, 842, 486]
ads-list	[851, 51, 1057, 1672]
ad-header	[8, 417, 186, 438]
classified-ad	[198, 834, 394, 1212]
ad-tag-label: بقایا	[1068, 55, 1105, 69]
ad-body: بڑھانے اور جرائم پیشہ عناصر کے خلاف کارروائی تیز کرنے کا فیصلہ کیا۔ تاجر برادری نے مہنگائی پر قابو پانے کے اقدامات کا خیرمقدم کرتے ہوئے کہا کہ بازاروں میں اشیائے ضروریہ کی قیمتوں کی نگرانی جاری رکھی جائے۔ منتخب نمائندوں نے اپنے حلقے کے عوام کے مسائل حل کرنے کے لیے بھرپور اقدامات کا اعلان کیا ہے اور شہریوں کو بنیادی سہولیات کی فراہمی یقینی بنانے کی ہدایت جاری کر دی گئی ہے۔ ضلعی انتظامیہ نے صفائی ستھرائی، پینے کے صاف پانی اور سڑکوں کی مرمت کے منصوبوں پر کام تیز کرنے کا حکم دیا ہے جبکہ متعلقہ محکموں کو مقررہ وقت میں کام مکمل کرنے کی تاکید کی گئی ہے۔ اجلاس میں بتایا گیا کہ تعلیم اور صحت کے شعبوں میں بہتری کے لیے نئے منصوبے شروع کیے جا رہے ہیں اور عوامی شکایات کے فوری ازالے کے لیے خصوصی ڈیسک قائم کیا گیا ہے۔ شرکاء نے کہا کہ حکومت عوامی خدمت کے ایجنڈے پر کاربند ہے اور ترقیاتی کاموں میں شفافیت کو ہر صورت برقرار رکھا جائے گا۔ پولیس حکام نے امن و امان کی صو	[1068, 1306, 1264, 1706]
ad-body: شروع کیے جا رہے ہیں اور عوامی شکایات کے فوری ازالے کے لیے خصوصی ڈیسک قائم کیا گیا ہے۔ شرکاء نے کہا کہ حکومت عوامی خدمت کے ایجنڈے پر کاربند ہے اور ترقیاتی کاموں میں شفافیت کو ہر صورت برقرار رکھا جائے گا۔ پولیس حکام نے امن و امان کی صورتحال کا جائزہ لیتے ہوئے گشت بڑھانے اور جرائم پیشہ عناصر کے خلاف کارروائی تیز کرنے کا فیصلہ کیا۔ تاجر برادری نے مہنگائی پر قابو	[1068, 742, 1264, 907]
classified-ad	[1276, 1055, 1478, 1367]
ads-list	[196, 51, 396, 1212]
classified-ad	[8, 1009, 186, 1438]
ad-body: رکھا جائے گا۔ پولیس حکام نے امن و امان کی صورتحال کا جائزہ لیتے ہوئے گشت بڑھانے اور جرائم پیشہ عناصر کے خلاف کارروائی تیز کرنے کا فیصلہ کیا۔ تاجر برادری نے مہنگائی پر قابو پانے کے اقدامات کا خیرمقدم کرتے ہوئے کہا کہ بازاروں میں اشیائے ضروریہ کی قیمتوں کی نگرانی جاری رکھی جائے۔ منتخب نمائندوں نے اپنے حلقے کے عوام کے مسائل حل کرنے کے لیے بھرپور اقدامات کا اعلان کیا ہے اور شہریوں کو بنیادی سہولیات کی	[644, 906, 840, 1088]
ad-header	[642, 1227, 842, 1249]
page-header	[0, 0, 1484, 47]
ad-header	[8, 894, 186, 916]
ads-list	[6, 51, 188, 1800]
ad-tag-label: بقایا	[10, 1445, 47, 1460]
ad-body: مت کے ایجنڈے پر کاربند ہے اور ترقیاتی کاموں میں شفافیت کو ہر صورت برقرار رکھا جائے گا۔ پولیس حکام نے امن و امان کی صورتحال کا جائزہ لیتے ہوئے گشت بڑھانے اور جرائم پیشہ عناصر کے خلاف کارروائی تیز کرنے کا فیصلہ کیا۔ تاجر برادری نے مہنگائی پر قابو پانے کے اقدامات کا خیرمقدم کرتے ہوئے کہا کہ بازاروں میں اشیائے ضروریہ کی قیمتوں کی نگرانی جاری رکھی جائے۔ منتخب نمائندوں نے اپنے حلقے کے عوام کے مسائل حل کرنے کے لیے بھرپور اقدامات کا اعلان کیا ہے اور شہریوں کو بنیادی سہولیات کی فراہمی یقینی بنانے کی ہدایت جاری کر دی گئی ہے۔ ضلعی انتظامیہ نے صفائی ستھرائی، پینے کے صاف پانی اور سڑکوں کی مرمت کے منصوبوں پر کام تیز کرنے کا حکم دیا ہے جبکہ متعلقہ محکموں کو مقررہ وقت میں کام مکمل کرنے کی تاکید کی گئی ہے۔ اجلاس میں بتایا گیا کہ تعلیم اور صحت کے شعبوں میں بہتری کے لی	[200, 859, 392, 1208]
ad-number: 01	[1448, 246, 1478, 261]
ad-header	[853, 847, 1055, 869]
ad-number: 32	[599, 981, 629, 997]
column-7	[6, 51, 188, 2499]
ad-header	[198, 51, 394, 72]
ad-tag-label: بقایا	[644, 1643, 681, 1658]
ad-number: 10	[1236, 420, 1266, 435]
classified-ad	[406, 51, 629, 312]
ad-body: ے جبکہ متعلقہ محکموں کو مقررہ وقت میں کام مکمل کرنے کی تاکید کی گئی ہے۔ اجلاس میں بتایا گیا کہ تعلیم اور صحت کے شعبوں میں بہتری کے لیے نئے منصوبے شروع کیے جا رہے ہیں اور عوامی شکایات کے فوری ازالے کے لیے خصوصی ڈیسک قائم کیا گیا ہے۔ شرکاء نے کہا کہ حکومت عوامی خدمت کے ایجنڈے پر کاربند ہے اور ترقیاتی کاموں میں شفافیت کو ہر صورت برقرار رکھا جائے گا۔ پولیس حکام نے امن و امان کی صورتحال کا جائزہ لیتے ہوئے گشت بڑھانے اور جرائم پیشہ عناصر کے خلاف کارروائی تیز کرنے کا فیصلہ کیا۔ تاجر برادری نے مہنگائی پر قابو پانے کے اقدامات کا خیرمقدم کرتے ہوئے کہا کہ بازاروں م	[408, 1716, 627, 1948]
column-5	[404, 51, 631, 2499]
ad-number: 19	[1024, 1381, 1055, 1396]
ad-number: 23	[812, 884, 842, 899]
ad-header	[642, 1096, 842, 1117]
ad-number: 44	[156, 1012, 186, 1027]
ad-number: 37	[364, 436, 394, 452]
ad-body: نے اپنے حلقے کے عوام کے مسائل حل کرنے کے لیے بھرپور اقدامات کا اعلان کیا ہے اور شہریوں کو بنیادی سہولیات کی فراہمی یقینی بنانے کی ہدایت جاری کر دی گئی ہے۔ ضلعی انتظامیہ نے صفائی ستھرائی، پینے کے صاف پانی اور سڑکوں کی مرمت کے منصوبوں پر کام تیز کرنے کا حکم دیا ہے جبکہ متعلقہ محکموں کو مقررہ وقت میں کام مکمل کرنے کی تاکید کی گئی ہے۔ اجلاس میں بتایا گیا کہ تعلیم اور صحت کے شعبوں میں بہتری کے لیے نئے منصوبے شروع کیے جا رہے ہیں اور عوامی شکایات کے فوری ازالے کے لیے خصوصی ڈیسک قائم کیا گیا ہے۔ شرکاء نے کہا کہ حکومت عوامی خدمت کے ایجنڈے پر کاربند ہے اور ترقیاتی کاموں میں شفافیت ک	[408, 1185, 627, 1435]
ad-number: 08	[1448, 2288, 1478, 2303]
ad-header	[198, 834, 394, 855]
ads-list	[1274, 243, 1480, 2480]
ad-tag-label: بقایا	[855, 602, 892, 616]
ad-number: 25	[812, 1230, 842, 1246]
masthead	[1222, 6, 1480, 43]
ad-body: ے عوام کے مسائل حل کرنے کے لیے بھرپور اقدامات کا اعلان کیا ہے اور شہریوں کو بنیادی سہولیات کی فراہمی یقینی بنانے کی ہدایت جاری کر دی گئی ہے۔ ضلعی انتظامیہ نے صفائی ستھرائی، پینے کے صاف پانی اور سڑکوں کی مرمت کے منصوبوں پر کام تیز کرنے کا حکم دیا ہے جبکہ متعلقہ محکموں کو مقررہ وقت میں کام مکمل کرنے کی تاکید کی گئی ہے۔ اجلاس میں بتایا گیا کہ تعلیم اور صحت کے شعبوں میں بہتری کے لیے نئے منصوبے شروع کیے جا رہے ہیں اور عوامی شکایات کے فوری ازالے کے لیے خصوصی ڈیسک قائم کیا گیا ہے۔ شرکاء نے کہا کہ حکومت عوامی خدمت کے ایجنڈے پر کاربند ہے اور ترقیاتی کاموں میں شفافیت کو ہر صورت برقرار رکھا جائے گا۔ پولیس حکام نے امن و امان	[1278, 1995, 1476, 2277]
ad-body: کاربند ہے اور ترقیاتی کاموں میں شفافیت کو ہر صورت برقرار رکھا جائے گا۔ پولیس حکام نے امن و امان کی صورتحال کا جائزہ لیتے ہوئے گشت بڑھانے اور جرائم پیشہ عناصر کے خلاف کارروائی تیز کرنے کا فیصلہ کیا۔ تاجر برادری نے مہنگائی پر قابو پانے کے اقدامات کا خیرمقدم کرتے ہوئے کہا کہ بازاروں میں اشیائے ضروریہ کی قیمتوں کی نگرانی جاری رکھی جائے۔ منتخب نمائندوں نے اپنے حلقے کے عوام کے مسائل حل کرنے کے لیے بھرپور اقدامات کا اعلان کیا ہے اور شہریوں کو بنیادی سہولیات کی فراہمی یقینی بنانے کی ہدایت جاری کر دی گئی ہے۔ ضلعی انتظامیہ نے صفائی ستھرائی، پینے کے صاف پانی اور سڑکوں کی مرمت کے منصوبوں پر کام تیز کرنے کا حکم دیا ہے جبکہ متعلقہ محکموں کو مقررہ وقت میں کام مکمل کرنے کی تاکید کی گئی ہے۔ اجلاس میں بتایا	[1068, 940, 1264, 1273]
ad-body: یات کی فراہمی یقینی بنانے کی ہدایت جاری کر دی گئی ہے۔ ضلعی انتظامیہ نے صفائی ستھرائی، پینے کے صاف پانی اور سڑکوں کی مرمت کے منصوبوں پر کام تیز کرنے کا حکم دیا ہے جبکہ متعلقہ محکموں کو مقررہ وقت میں کام مکمل کرنے کی تاکید کی گئی ہے۔ اجلاس میں بتایا گیا کہ تعلیم اور صحت کے شعبوں میں بہتری کے لیے نئے منصوبے شروع کیے جا رہے ہیں اور عوامی شکایات کے فوری ازالے کے لیے خصوصی ڈیسک قائم کیا گیا ہے۔ شرکاء نے کہا کہ حکومت عوامی خدمت کے ایجنڈے پر کاربند ہے اور ترقیاتی	[644, 1417, 840, 1632]
ad-tag-label: بقایا	[1278, 1375, 1315, 1389]
ads-list	[1064, 51, 1268, 1709]
column-divider	[1269, 51, 1270, 2499]
ad-header	[1276, 874, 1478, 895]
classified-ad	[406, 515, 629, 810]
ad-number: 09	[1236, 54, 1266, 69]
classified-ad	[1276, 1371, 1478, 1666]
ad-body: من و امان کی صورتحال کا جائزہ لیتے ہوئے گشت بڑھانے اور جرائم پیشہ عناصر کے خلاف کارروائی تیز کرنے کا فیصلہ کیا۔ تاجر برادری نے مہنگائی پر قابو پانے کے اقدامات کا خیرمقدم کرتے ہوئے کہا کہ بازاروں میں اشیائے ضروریہ کی قیمتوں کی نگرانی جاری رکھی جائے۔ منتخب نمائندوں نے اپنے حلقے کے عوام کے مسائل حل کرن	[408, 840, 627, 971]
ad-body: ات کا اعلان کیا ہے اور شہریوں کو بنیادی سہولیات کی فراہمی یقینی بنانے کی ہدایت جاری کر دی گئی ہے۔ ضلعی انتظامیہ نے صفائی ستھرائی، پینے کے صاف پانی اور سڑکوں کی مرمت کے منصوبوں پر کام تیز کرنے کا حکم دیا ہے جبکہ متعلقہ محکموں کو مقررہ وقت میں کام مکمل کرنے کی تاکید کی گئی ہے۔ اجلاس میں بتایا گیا کہ تعلیم اور صحت کے شعبوں میں بہتری کے لیے نئے منصوبے شروع کیے جا رہے ہیں اور عوامی شکایات کے فوری ازالے کے لیے خصوصی ڈیسک قائم کیا گیا ہے۔ شرکاء نے کہا کہ حکومت عوامی خدمت کے ایجنڈے پر کاربند ہے اور ترقیاتی کاموں میں شفافیت کو ہر صورت برقرار رکھا جائے گا۔ پولیس حکام نے امن و امان کی صورتحال کا جائزہ لیتے ہوئے گشت بڑھانے اور جرائم پیشہ عناصر کے خلاف کارروائی تیز کرنے کا فیصلہ کیا۔ تاجر برادری نے مہنگائی پر قابو پانے کے اقدامات کا خیرمقدم کرتے ہوئے کہا کہ بازار	[10, 1034, 184, 1435]
